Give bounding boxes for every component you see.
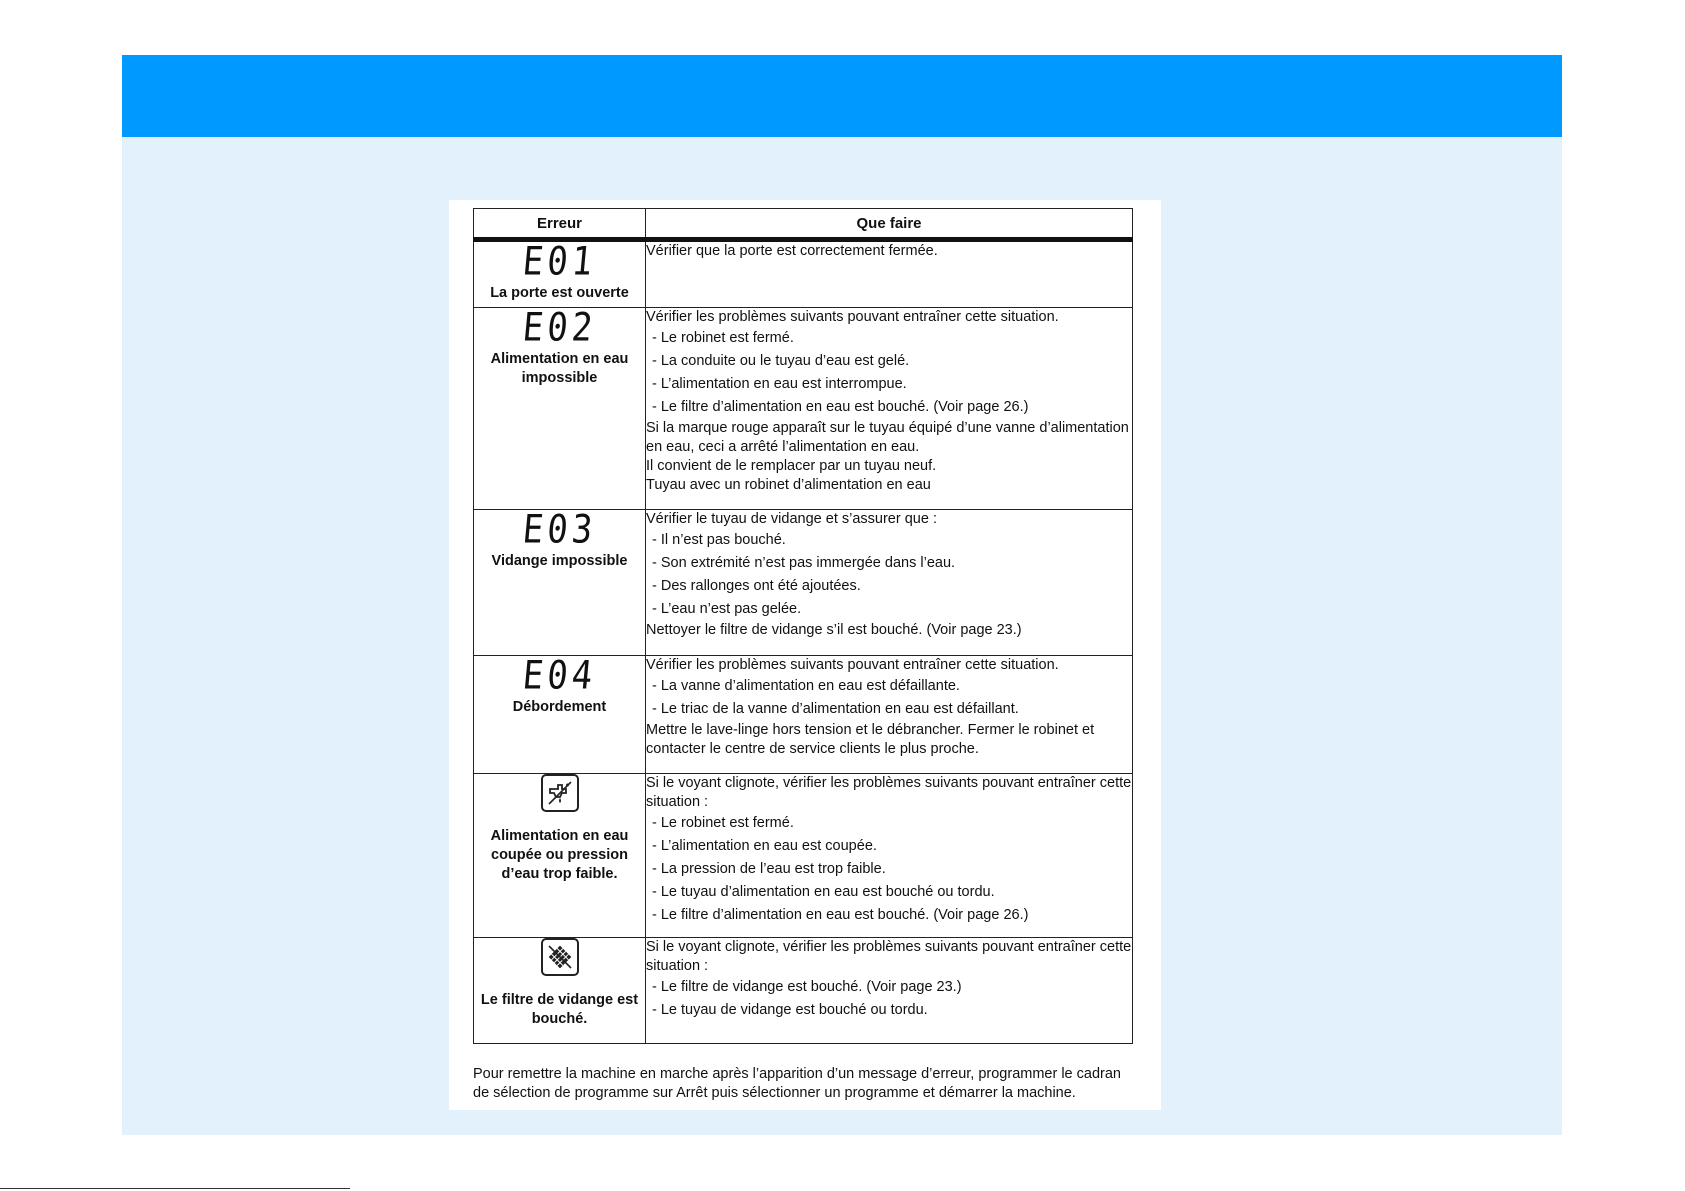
list-item: - Le tuyau de vidange est bouché ou tordu. (646, 999, 1132, 1022)
list-item: - Le filtre de vidange est bouché. (Voir page 23.) (646, 976, 1132, 999)
list-item: - Des rallonges ont été ajoutées. (646, 575, 1132, 598)
action-intro: Vérifier que la porte est correctement fermée. (646, 243, 938, 259)
action-cell (646, 308, 1133, 510)
action-intro: Vérifier les problèmes suivants pouvant entraîner cette situation. (646, 657, 1059, 673)
header-banner (122, 55, 1562, 137)
action-outro: Si la marque rouge apparaît sur le tuyau équipé d’une vanne d’alimentation en eau, ceci a arrêté l’alimentation en eau. (646, 420, 1129, 455)
action-list (646, 675, 1132, 721)
list-item: - Le robinet est fermé. (646, 812, 1132, 835)
table-row (474, 240, 1133, 308)
error-label: Le filtre de vidange est bouché. (480, 992, 639, 1027)
action-list (646, 976, 1132, 1022)
error-code-display: E03 (520, 507, 599, 553)
error-label: Vidange impossible (491, 553, 628, 569)
action-list (646, 529, 1132, 621)
table-row (474, 510, 1133, 656)
list-item: - L’alimentation en eau est interrompue. (646, 373, 1132, 396)
error-code-display: E04 (520, 653, 599, 699)
restart-note: Pour remettre la machine en marche après l’apparition d’un message d’erreur, programmer le cadran de sélection de programme sur Arrêt puis sélectionner un programme et démarrer la machine. (473, 1065, 1121, 1101)
error-label: Alimentation en eau impossible (490, 351, 629, 386)
list-item: - Le robinet est fermé. (646, 327, 1132, 350)
error-code-display: E01 (520, 239, 599, 285)
list-item: - La vanne d’alimentation en eau est défaillante. (646, 675, 1132, 698)
list-item: - La conduite ou le tuyau d’eau est gelé. (646, 350, 1132, 373)
action-cell (646, 240, 1133, 308)
action-list (646, 327, 1132, 419)
action-cell (646, 774, 1133, 938)
action-intro: Si le voyant clignote, vérifier les problèmes suivants pouvant entraîner cette situation : (646, 775, 1132, 810)
table-row (474, 308, 1133, 510)
action-intro: Vérifier les problèmes suivants pouvant entraîner cette situation. (646, 309, 1059, 325)
error-cell (474, 653, 646, 774)
list-item: - Il n’est pas bouché. (646, 529, 1132, 552)
action-outro: Mettre le lave-linge hors tension et le débrancher. Fermer le robinet et contacter le centre de service clients le plus proche. (646, 722, 1095, 757)
list-item: - Le filtre d’alimentation en eau est bouché. (Voir page 26.) (646, 904, 1132, 927)
error-label: Débordement (512, 699, 607, 715)
action-intro: Vérifier le tuyau de vidange et s’assurer que : (646, 511, 937, 527)
list-item: - L’eau n’est pas gelée. (646, 598, 1132, 621)
action-outro: Il convient de le remplacer par un tuyau neuf. (646, 458, 937, 474)
drain-filter-icon (541, 938, 579, 976)
action-list (646, 812, 1132, 927)
table-row (474, 774, 1133, 938)
error-cell (474, 240, 646, 308)
header-action: Que faire (646, 209, 1133, 240)
error-cell (474, 305, 646, 510)
error-cell (474, 938, 646, 1044)
slide (122, 55, 1562, 1135)
error-label: Alimentation en eau coupée ou pression d’eau trop faible. (490, 828, 629, 882)
error-table (473, 208, 1133, 1044)
action-intro: Si le voyant clignote, vérifier les problèmes suivants pouvant entraîner cette situation : (646, 939, 1132, 974)
error-label: La porte est ouverte (490, 285, 629, 301)
action-outro: Nettoyer le filtre de vidange s’il est bouché. (Voir page 23.) (646, 622, 1022, 638)
list-item: - L’alimentation en eau est coupée. (646, 835, 1132, 858)
error-code-document (449, 200, 1161, 1110)
action-cell (646, 656, 1133, 774)
error-code-display: E02 (520, 305, 599, 351)
action-cell (646, 510, 1133, 656)
list-item: - Le triac de la vanne d’alimentation en eau est défaillant. (646, 698, 1132, 721)
divider (0, 1188, 350, 1189)
action-outro: Tuyau avec un robinet d’alimentation en eau (646, 477, 931, 493)
header-error: Erreur (474, 209, 646, 240)
table-row (474, 938, 1133, 1044)
table-row (474, 656, 1133, 774)
list-item: - Le filtre d’alimentation en eau est bouché. (Voir page 26.) (646, 396, 1132, 419)
list-item: - La pression de l’eau est trop faible. (646, 858, 1132, 881)
list-item: - Son extrémité n’est pas immergée dans l’eau. (646, 552, 1132, 575)
error-cell (474, 507, 646, 656)
error-cell (474, 774, 646, 938)
action-cell (646, 938, 1133, 1044)
water-tap-icon (541, 774, 579, 812)
list-item: - Le tuyau d’alimentation en eau est bouché ou tordu. (646, 881, 1132, 904)
table-header-row (474, 209, 1133, 240)
